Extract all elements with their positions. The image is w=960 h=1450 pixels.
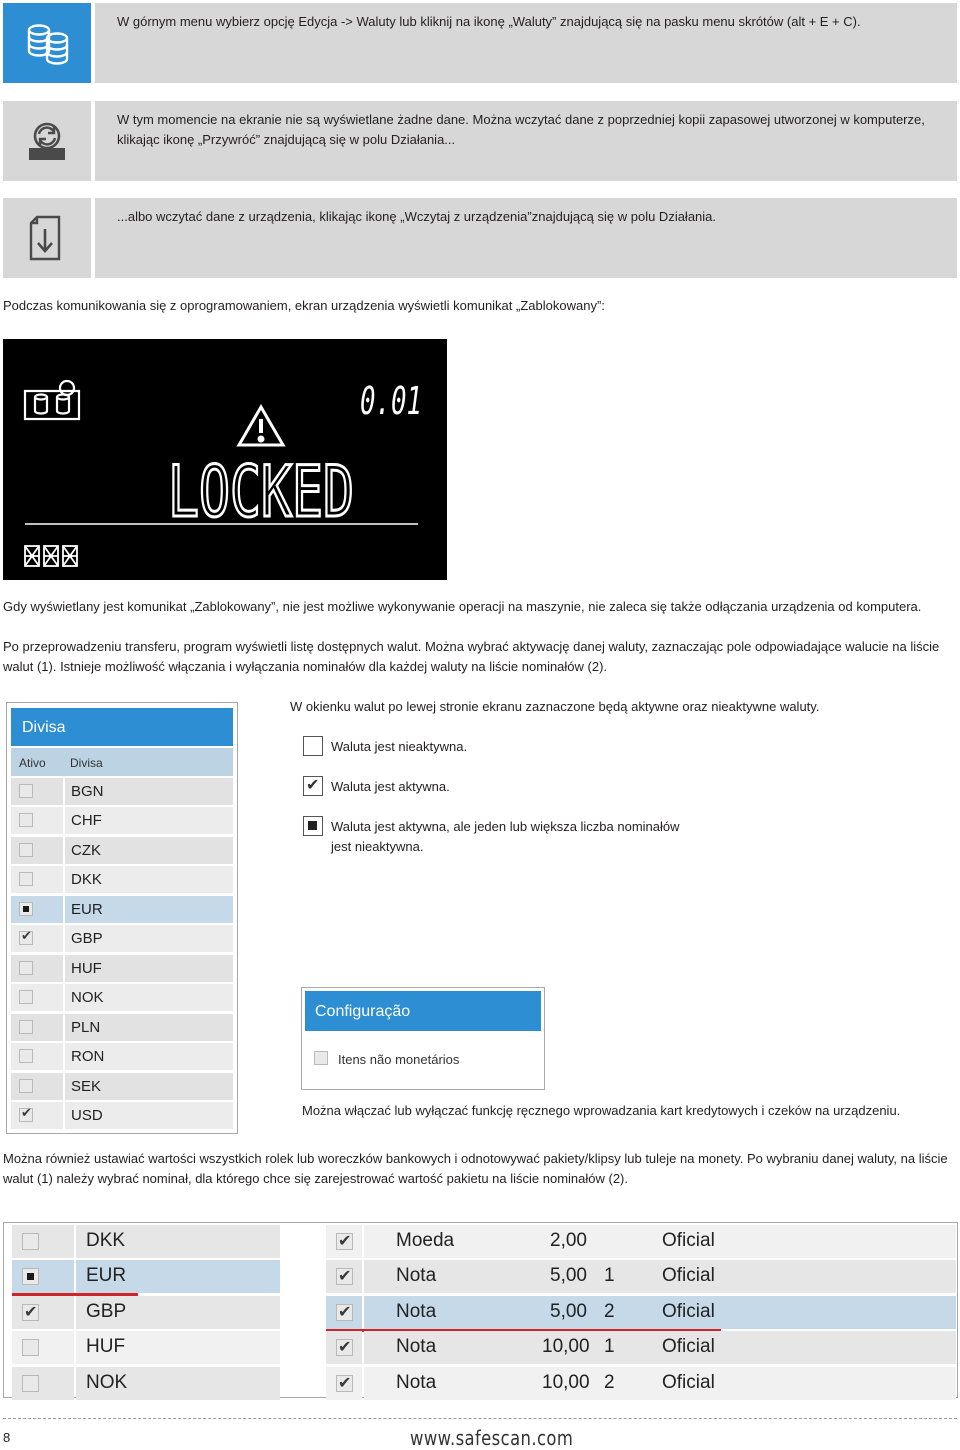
- legend-unchecked-box: [303, 736, 323, 756]
- denomination-value: 5,00: [550, 1265, 587, 1286]
- currency-checkbox[interactable]: [19, 931, 33, 945]
- currency-code: PLN: [65, 1014, 233, 1041]
- currency-checkbox[interactable]: [19, 961, 33, 975]
- currency-code: DKK: [65, 866, 233, 893]
- currency-column-headers: [11, 748, 233, 776]
- currency-row-selected[interactable]: [12, 1260, 280, 1293]
- denomination-status: Oficial: [662, 1230, 715, 1251]
- currency-code: BGN: [65, 778, 233, 805]
- step-2-text: W tym momencie na ekranie nie są wyświetlane żadne dane. Można wczytać dane z poprzedniej kopii zapasowej utworzonej w komputerze, klikając ikonę „Przywróć” znajdującą się w polu Działania...: [95, 101, 957, 181]
- denomination-type: Nota: [396, 1265, 437, 1286]
- non-monetary-checkbox[interactable]: [314, 1051, 328, 1065]
- currency-row[interactable]: [11, 1043, 233, 1070]
- coins-icon: [22, 20, 72, 66]
- non-monetary-label: Itens não monetários: [338, 1052, 460, 1067]
- denomination-type: Moeda: [396, 1230, 455, 1251]
- lcd-warning-icon: [239, 407, 283, 445]
- denomination-value: 10,00: [542, 1372, 590, 1393]
- currency-checkbox[interactable]: [19, 872, 33, 886]
- denomination-series: 1: [604, 1336, 615, 1357]
- restore-icon: [23, 118, 71, 164]
- configuration-panel: [301, 987, 545, 1090]
- denomination-series: 2: [604, 1301, 615, 1322]
- currency-code: HUF: [76, 1331, 280, 1364]
- currency-checkbox[interactable]: [19, 902, 33, 916]
- denomination-type: Nota: [396, 1372, 437, 1393]
- lcd-value: 0.01: [360, 379, 422, 423]
- currency-panel-title: Divisa: [11, 708, 233, 746]
- denomination-value: 2,00: [550, 1230, 587, 1251]
- currency-row[interactable]: [11, 925, 233, 952]
- denomination-status: Oficial: [662, 1265, 715, 1286]
- currency-checkbox[interactable]: [22, 1304, 39, 1321]
- denomination-status: Oficial: [662, 1336, 715, 1357]
- locked-intro: Podczas komunikowania się z oprogramowaniem, ekran urządzenia wyświetli komunikat „Zablokowany”:: [3, 298, 605, 313]
- transfer-paragraph: Po przeprowadzeniu transferu, program wyświetli listę dostępnych walut. Można wybrać aktywację danej waluty, zaznaczając pole odpowiadające walucie na liście walut (1). Istnieje możliwość włączania i wyłączania nominałów dla każdej waluty na liście nominałów (2).: [3, 639, 940, 674]
- currency-row[interactable]: [12, 1225, 280, 1258]
- currency-row[interactable]: [11, 1102, 233, 1129]
- currency-row[interactable]: [11, 984, 233, 1011]
- currency-code: GBP: [65, 925, 233, 952]
- denomination-checkbox[interactable]: [336, 1233, 353, 1250]
- denomination-checkbox[interactable]: [336, 1375, 353, 1392]
- currency-row[interactable]: [12, 1296, 280, 1329]
- currency-code: RON: [65, 1043, 233, 1070]
- step-3-text: ...albo wczytać dane z urządzenia, klikając ikonę „Wczytaj z urządzenia”znajdującą się w polu Działania.: [95, 198, 957, 278]
- currency-row[interactable]: [11, 807, 233, 834]
- values-paragraph: Można również ustawiać wartości wszystkich rolek lub woreczków bankowych i odnotowywać pakiety/klipsy lub tuleje na monety. Po wybraniu danej waluty, na liście walut (1) należy wybrać nominał, dla którego chce się zarejestrować wartość pakietu na liście nominałów (2).: [3, 1151, 948, 1186]
- currency-checkbox[interactable]: [19, 1049, 33, 1063]
- denomination-status: Oficial: [662, 1372, 715, 1393]
- col-currency[interactable]: Divisa: [70, 756, 103, 770]
- denomination-checkbox[interactable]: [336, 1268, 353, 1285]
- currency-checkbox[interactable]: [19, 990, 33, 1004]
- denomination-checkbox[interactable]: [336, 1304, 353, 1321]
- legend-partial-box: [303, 816, 323, 836]
- currency-code: NOK: [65, 984, 233, 1011]
- currency-checkbox[interactable]: [19, 843, 33, 857]
- currency-list-panel: [6, 702, 238, 1134]
- currency-checkbox[interactable]: [19, 1020, 33, 1034]
- denomination-row[interactable]: [326, 1260, 956, 1293]
- currency-row[interactable]: [11, 1073, 233, 1100]
- currency-row[interactable]: [11, 837, 233, 864]
- website-url[interactable]: www.safescan.com: [410, 1426, 574, 1450]
- denomination-checkbox[interactable]: [336, 1339, 353, 1356]
- currency-code: SEK: [65, 1073, 233, 1100]
- page-number: 8: [3, 1430, 11, 1445]
- denomination-series: 2: [604, 1372, 615, 1393]
- currency-checkbox[interactable]: [19, 1108, 33, 1122]
- currency-checkbox[interactable]: [19, 784, 33, 798]
- denomination-status: Oficial: [662, 1301, 715, 1322]
- denomination-row[interactable]: [326, 1331, 956, 1364]
- currency-code: DKK: [76, 1225, 280, 1258]
- configuration-title: Configuração: [305, 991, 541, 1031]
- device-lcd-display: [3, 339, 447, 580]
- restore-icon-tile: [3, 101, 91, 181]
- currency-code: GBP: [76, 1296, 280, 1329]
- currency-row[interactable]: [11, 866, 233, 893]
- currency-code: EUR: [65, 896, 233, 923]
- lcd-segment-indicators: [25, 546, 77, 566]
- col-active[interactable]: Ativo: [19, 756, 46, 770]
- currency-row[interactable]: [11, 778, 233, 805]
- denomination-row-selected[interactable]: [326, 1296, 956, 1329]
- currency-checkbox[interactable]: [19, 813, 33, 827]
- currency-row[interactable]: [11, 1014, 233, 1041]
- denomination-row[interactable]: [326, 1225, 956, 1258]
- currency-row[interactable]: [12, 1367, 280, 1400]
- currency-checkbox[interactable]: [22, 1375, 39, 1392]
- coins-icon-tile: [3, 3, 91, 83]
- denomination-type: Nota: [396, 1301, 437, 1322]
- currency-row[interactable]: [12, 1331, 280, 1364]
- step-1-text: W górnym menu wybierz opcję Edycja -> Waluty lub kliknij na ikonę „Waluty” znajdującą się na pasku menu skrótów (alt + E + C).: [95, 3, 957, 83]
- lcd-coins-icon: [25, 381, 79, 419]
- config-caption: Można włączać lub wyłączać funkcję ręcznego wprowadzania kart kredytowych i czeków na urządzeniu.: [302, 1103, 901, 1118]
- load-icon-tile: [3, 198, 91, 278]
- denomination-value: 10,00: [542, 1336, 590, 1357]
- currency-code: USD: [65, 1102, 233, 1129]
- currency-checkbox[interactable]: [22, 1268, 39, 1285]
- denomination-value: 5,00: [550, 1301, 587, 1322]
- currency-code: EUR: [76, 1260, 280, 1293]
- load-from-device-icon: [27, 213, 67, 263]
- legend-inactive-text: Waluta jest nieaktywna.: [331, 739, 468, 754]
- currency-code: NOK: [76, 1367, 280, 1400]
- legend-partial-text-1: Waluta jest aktywna, ale jeden lub większa liczba nominałów: [331, 819, 680, 834]
- currency-checkbox[interactable]: [22, 1339, 39, 1356]
- currency-row[interactable]: [11, 955, 233, 982]
- currency-code: HUF: [65, 955, 233, 982]
- lcd-message: LOCKED: [168, 451, 354, 533]
- currency-checkbox[interactable]: [22, 1233, 39, 1250]
- denomination-table-panel: [3, 1222, 958, 1398]
- locked-paragraph: Gdy wyświetlany jest komunikat „Zablokowany”, nie jest możliwe wykonywanie operacji na maszynie, nie zaleca się także odłączania urządzenia od komputera.: [3, 599, 922, 614]
- currency-code: CHF: [65, 807, 233, 834]
- denomination-type: Nota: [396, 1336, 437, 1357]
- currency-row-selected[interactable]: [11, 896, 233, 923]
- footer-divider: [3, 1418, 957, 1419]
- currency-checkbox[interactable]: [19, 1079, 33, 1093]
- currency-code: CZK: [65, 837, 233, 864]
- legend-checked-box: [303, 776, 323, 796]
- legend-partial-text-2: jest nieaktywna.: [331, 839, 424, 854]
- legend-intro: W okienku walut po lewej stronie ekranu zaznaczone będą aktywne oraz nieaktywne waluty.: [290, 699, 820, 714]
- denomination-row[interactable]: [326, 1367, 956, 1400]
- legend-active-text: Waluta jest aktywna.: [331, 779, 450, 794]
- denomination-series: 1: [604, 1265, 615, 1286]
